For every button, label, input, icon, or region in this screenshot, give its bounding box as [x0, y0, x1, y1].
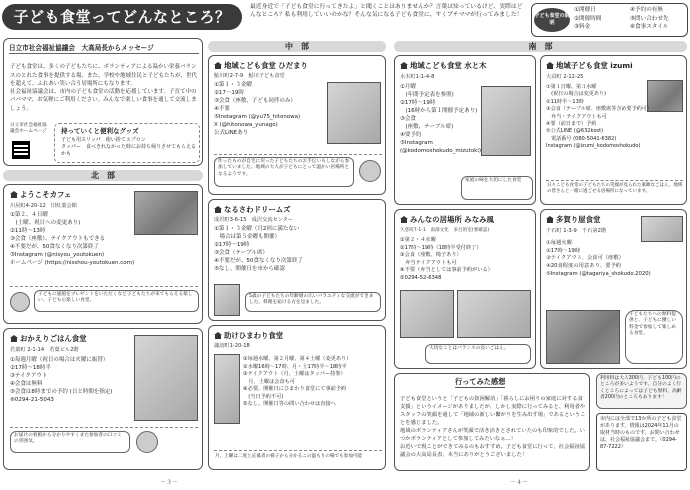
shop-photo [134, 191, 198, 235]
shop-address: 大沼町 2-12-25 [546, 74, 584, 80]
impression-body: 子ども食堂というと「子どもの貧困解消」「暮らしにお困りの家庭に対する食支援」というイメージがありましたが、しかし実際に行ってみると、利用者やスタッフの笑顔を通して「地域の新しい繋がりを生み出す場」であるということを感じました。 地域のボランティアさんが笑顔で活き活きとされていたのも印象的でした。いつかボランティアとして参加してみたいなぁ…！ お近いで現ことができてみるのもおすすめ。子ども食堂に行って、社会福祉協議会の大高局長表、本当にありがとうございました！ [400, 395, 586, 458]
shop-title: 多賀り屋食堂 [546, 214, 600, 225]
impression-title: 行ってみた感想 [455, 377, 506, 386]
shop-note: 日々こども食堂の子どもたちの笑顔が見られた素敵なごはん。地域の皆さんと一緒に過ごせる居場所になっています。 [547, 183, 683, 195]
shop-note: 子どもに風船をプレゼントをいただくなど子どもたちが来てもらえる楽しい、子ども心楽しい食堂。 [34, 290, 199, 312]
shop-card-izumi [540, 55, 687, 205]
shop-card-youkoso [3, 184, 203, 324]
shop-note: 5歳の子どもたちの年齢層の広いバラエティな交流ができました。料理を届ける方を見ました。 [245, 292, 381, 312]
legend-title: 子ども食堂の説明 [534, 8, 570, 32]
shop-photo [647, 80, 683, 112]
shop-info: ①第１・３金曜 ②17～19時 ③会食（座敷、子ども同伴のみ） ④不要 ⑤Instagram (@yu75_hitonowa) X (@hitonowa_yunago) 公式LINEあり [214, 82, 301, 136]
shop-note: 家庭の味を大切にした食堂 [461, 176, 533, 200]
goods-panel [54, 123, 200, 163]
shop-note: 大切なことはバランスの良いごはん。 [425, 344, 531, 364]
house-icon [214, 62, 222, 69]
shop-title: 助けひまわり食堂 [214, 330, 283, 341]
shop-photo [214, 284, 240, 316]
legend-panel [531, 3, 688, 37]
house-icon [546, 216, 554, 223]
shop-photo [214, 354, 240, 424]
shop-address: 久慈町7-1-1 南部文化 多目的室(要確認) [400, 228, 490, 233]
shop-address: 水木町1-1-4-8 [400, 74, 435, 80]
shop-card-minahi [208, 325, 386, 470]
shop-address: 千石町 1-3-9 千石第2階 [546, 228, 607, 234]
shop-photo [641, 216, 683, 242]
shop-photo [457, 290, 531, 338]
house-icon [400, 216, 408, 223]
shop-info: ①月曜 (年間予定表を参照) ②17時～19時 (16時から第１開催予定あり) ③会食 (座敷、テーブル席) ④要予約 ⑤Instagram (@kodomoshokudo_mizutoki) [400, 84, 482, 154]
shop-title: なるさわドリームズ [214, 204, 291, 215]
page-number-left: －３－ [160, 479, 179, 486]
page-title: 子ども食堂ってどんなところ？ [2, 4, 242, 30]
house-icon [10, 191, 18, 198]
shop-title: おかえりごはん食堂 [10, 333, 87, 344]
legend-item: ⑤問い合わせ先 [630, 15, 669, 22]
shop-note: 月、土曜は二度と応募者の様子から分かるこの温もりの場でも参加可能 [215, 454, 363, 459]
qr-code-icon[interactable] [12, 141, 30, 159]
shop-title: 地域こども食堂 ひだまり [214, 60, 308, 71]
price-note: 利用料は大人300円、子ども100円のところが多いようです。自分のよく行くところによっては子ども無料、高齢者200円のところもあります！ [596, 373, 687, 409]
shop-info: ①第２、４日曜 (土曜、祝日への変更あり) ②11時～13時 ③会食（座敷）、テイクアウトもできる ④不要だが、50食なくなり次第終了 ⑤Instagram (@nisyou_youtokuen) ホームページ (https://nisshou-youtokuen.com) [10, 212, 135, 266]
shop-title: 地域こども食堂 水と木 [400, 60, 486, 71]
shop-card-narusawa [208, 199, 386, 321]
shop-info: ①毎週火曜 ②17時～19時 ③テイクアウト、会食可（座敷） ④20食程度の用意あり、要予約 ⑤Instagram (@tagariya_shokudo.2020) [546, 240, 651, 277]
house-icon [400, 62, 408, 69]
shop-info: ①第１・３金曜（月2回に満たない 場合は第５金曜も開催） ②17時～19時 ③会食（テーブル席） ④不要だが、50食なくなり次第終了 ⑤なし。開催日を市から確認 [214, 226, 303, 272]
impression-box [394, 373, 590, 471]
shop-title: みんなの居場所 みなみ風 [400, 214, 494, 225]
shop-photo [481, 86, 531, 156]
message-box [3, 38, 203, 166]
shop-photo [134, 335, 198, 421]
info-note: 市内には全部で13か所の子ども食堂があります。情報は2024年11月の取材当時のものです。お問い合わせは、社会福祉協議会まで。（0294-87-7222） [596, 413, 687, 471]
legend-item: ③料金 [574, 24, 591, 31]
legend-item: ④予約の有無 [630, 7, 663, 13]
shop-title: ようこそカフェ [10, 189, 71, 200]
region-north: 北 部 [3, 170, 203, 181]
page-number-right: －４－ [510, 479, 529, 486]
goods-item: 子ども用スリッパ 使い捨てエプロン [61, 137, 146, 143]
shop-address: 川尻町4-20-12 旧紅葉会館 [10, 203, 77, 209]
house-icon [546, 62, 554, 69]
avatar [359, 160, 381, 182]
shop-address: 成沢町3-6-15 成沢交流センター [214, 217, 293, 223]
shop-info: ①毎週月曜（祝日の場合は火曜に振替） ②17時～18時半 ③テイクアウト ④会食は無料 ⑤会食は8時までの予約 (日と時間を指定) ⑥0294-21-5043 [10, 357, 113, 403]
avatar [136, 431, 158, 453]
message-title: 日立市社会福祉協議会 大高局長からメッセージ [9, 42, 199, 54]
legend-item: ②開催時間 [574, 15, 602, 22]
shop-note: 作ったものが自宅に戻った子どもたちのお手伝いもしながら参加していました。地域の大人が子どもにとって温かい居場所となるようです。 [214, 157, 354, 187]
message-body: 子ども食堂は、多くの子どもたちに、ボランティアによる温かい栄養バランスのとれた食事を提供する場、また、学校や地域住民と子どもたちが、世代を超えて、ふれあい笑い合う居場所にもなります。 社会福祉協議会は、市内の子ども食堂の活動を応援しています。子育て中のパパママ、お気軽にご利用ください。みんなで楽しい食事を通して交流しましょう。 [10, 64, 198, 112]
shop-note: 子どもたちへの無料提供と、子どもに優しい料金で参加して楽しめる食堂。 [625, 310, 683, 364]
region-south: 南 部 [394, 41, 687, 52]
shop-title: 地域子ども食堂 izumi [546, 60, 633, 71]
shop-card-okaeri [3, 328, 203, 470]
goods-list [61, 137, 197, 157]
house-icon [10, 335, 18, 342]
house-icon [214, 206, 222, 213]
shop-card-tagariya [540, 209, 687, 369]
shop-info: ①毎週水曜、第２月曜、第４土曜（変更あり） ②水曜16時～17時、月・土17時半～18時半 ③テイクアウト（月、土曜はタッパー持参） 月、土曜は会食も可 ④必要。開催日にひまわり食堂にて事前予約 (当日予約不可) ⑤なし。開催日等の問い合わせは直接へ [243, 356, 352, 408]
legend-list [574, 7, 686, 32]
shop-photo [400, 290, 454, 338]
goods-title: 持っていくと便利なグッズ [61, 127, 139, 135]
shop-photo [327, 82, 381, 144]
avatar [10, 292, 30, 312]
shop-note: お届けの看板から分かりやすくまた参加者の口コミの雰囲気。 [10, 431, 130, 453]
shop-address: 若葉町 2-1-14 若葉ビル2階 [10, 347, 79, 353]
shop-address: 鮎川町2-7-9 鮎川子ども食堂 [214, 73, 285, 79]
intro-text: 最近身近で「子ども食堂に行ってきたよ」と聞くことはありませんか？言葉は知っているけど、実際はどんなところ？私も利用していいのかな？そんな気になる子ども食堂に、すくプチママが行ってみました！ [250, 4, 523, 19]
region-central: 中 部 [208, 41, 386, 52]
hp-label: 日立市社会福祉協議会ホームページ [10, 123, 47, 135]
shop-info: ①第２・４水曜 ②17時～19時（18時半受付終了） ③会食（座敷、椅子あり） 弁当テイクアウトも可 ④不要（弁当としては事前予約がいる） ⑤0294-52-6348 [400, 237, 493, 281]
shop-photo [546, 310, 620, 364]
shop-card-hidamari [208, 55, 386, 195]
legend-item: ①開催日 [574, 7, 596, 13]
shop-info: ①第１日曜、第３水曜 (祝日の場合は変更あり) ②11時半～13時 ③会食（テーブル席、座敷席等含め要予約可） 弁当・テイクアウトも可 ④要（前日まで）予約 ⑤公式LINE (@632kost) 電話番号 (080-5041-6382) Instagram (@izumi_kodomoshokudo) [546, 84, 652, 149]
shop-card-mizuki [394, 55, 536, 205]
goods-item: タッパー 食べきれなかった時にお持ち帰りさせてもらえるかも [61, 143, 197, 157]
legend-item: ⑥食事スタイル [630, 24, 669, 31]
house-icon [214, 332, 222, 339]
shop-card-minnano [394, 209, 536, 369]
shop-address: 諏訪町1-20-18 [214, 343, 250, 349]
